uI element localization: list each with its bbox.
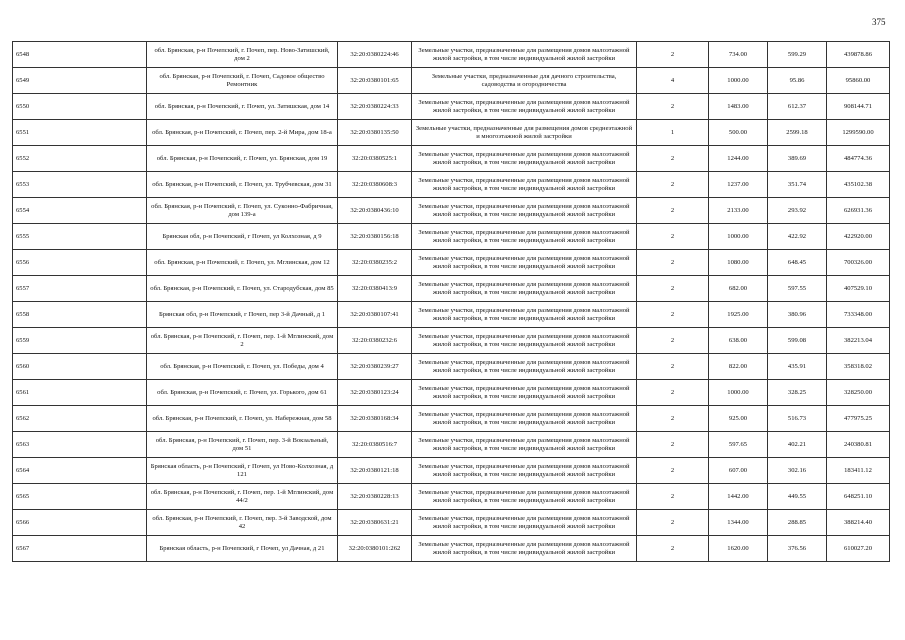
cadastral-number-cell: 32:20:0380121:18 (338, 458, 412, 484)
land-use-cell: Земельные участки, предназначенные для размещения домов малоэтажной жилой застройки, в том числе индивидуальной жилой застройки (412, 536, 637, 562)
row-number-cell: 6567 (13, 536, 147, 562)
specific-value-cell: 449.55 (768, 484, 827, 510)
cadastral-number-cell: 32:20:0380168:34 (338, 406, 412, 432)
cadastral-number-cell: 32:20:0380123:24 (338, 380, 412, 406)
cadastral-number-cell: 32:20:0380107:41 (338, 302, 412, 328)
group-code-cell: 2 (637, 484, 709, 510)
area-cell: 1000.00 (709, 224, 768, 250)
row-number-cell: 6556 (13, 250, 147, 276)
row-number-cell: 6562 (13, 406, 147, 432)
specific-value-cell: 95.86 (768, 68, 827, 94)
address-cell: обл. Брянская, р-н Почепский, г. Почеп, пер. Ново-Затишский, дом 2 (147, 42, 338, 68)
row-number-cell: 6557 (13, 276, 147, 302)
specific-value-cell: 435.91 (768, 354, 827, 380)
land-use-cell: Земельные участки, предназначенные для размещения домов среднеэтажной и многоэтажной жилой застройки (412, 120, 637, 146)
area-cell: 1000.00 (709, 380, 768, 406)
row-number-cell: 6550 (13, 94, 147, 120)
table-row (13, 250, 890, 276)
cadastral-number-cell: 32:20:0380235:2 (338, 250, 412, 276)
table-row (13, 42, 890, 68)
address-cell: обл. Брянская, р-н Почепский, г. Почеп, ул. Горького, дом 61 (147, 380, 338, 406)
specific-value-cell: 422.92 (768, 224, 827, 250)
address-cell: Брянская обл, р-н Почепский, г Почеп, ул Колхозная, д 9 (147, 224, 338, 250)
cadastral-number-cell: 32:20:0380135:50 (338, 120, 412, 146)
area-cell: 925.00 (709, 406, 768, 432)
area-cell: 1000.00 (709, 68, 768, 94)
cadastral-number-cell: 32:20:0380101:65 (338, 68, 412, 94)
address-cell: обл. Брянская, р-н Почепский, г. Почеп, ул. Брянская, дом 19 (147, 146, 338, 172)
area-cell: 597.65 (709, 432, 768, 458)
row-number-cell: 6566 (13, 510, 147, 536)
land-use-cell: Земельные участки, предназначенные для размещения домов малоэтажной жилой застройки, в том числе индивидуальной жилой застройки (412, 94, 637, 120)
specific-value-cell: 389.69 (768, 146, 827, 172)
group-code-cell: 2 (637, 406, 709, 432)
group-code-cell: 2 (637, 198, 709, 224)
cadastral-value-cell: 435102.38 (827, 172, 890, 198)
cadastral-value-cell: 183411.12 (827, 458, 890, 484)
group-code-cell: 4 (637, 68, 709, 94)
address-cell: обл. Брянская, р-н Почепский, г. Почеп, ул. Суконно-Фабричная, дом 139-а (147, 198, 338, 224)
group-code-cell: 2 (637, 354, 709, 380)
cadastral-number-cell: 32:20:0380525:1 (338, 146, 412, 172)
land-use-cell: Земельные участки, предназначенные для размещения домов малоэтажной жилой застройки, в том числе индивидуальной жилой застройки (412, 198, 637, 224)
cadastral-value-table (12, 41, 890, 562)
land-use-cell: Земельные участки, предназначенные для размещения домов малоэтажной жилой застройки, в том числе индивидуальной жилой застройки (412, 380, 637, 406)
specific-value-cell: 516.73 (768, 406, 827, 432)
cadastral-number-cell: 32:20:0380228:13 (338, 484, 412, 510)
specific-value-cell: 648.45 (768, 250, 827, 276)
cadastral-value-cell: 388214.40 (827, 510, 890, 536)
table-row (13, 172, 890, 198)
row-number-cell: 6561 (13, 380, 147, 406)
land-use-cell: Земельные участки, предназначенные для размещения домов малоэтажной жилой застройки, в том числе индивидуальной жилой застройки (412, 42, 637, 68)
group-code-cell: 2 (637, 42, 709, 68)
area-cell: 607.00 (709, 458, 768, 484)
land-use-cell: Земельные участки, предназначенные для размещения домов малоэтажной жилой застройки, в том числе индивидуальной жилой застройки (412, 302, 637, 328)
land-use-cell: Земельные участки, предназначенные для размещения домов малоэтажной жилой застройки, в том числе индивидуальной жилой застройки (412, 328, 637, 354)
address-cell: обл. Брянская, р-н Почепский, г. Почеп, ул. Мглинская, дом 12 (147, 250, 338, 276)
specific-value-cell: 612.37 (768, 94, 827, 120)
row-number-cell: 6563 (13, 432, 147, 458)
specific-value-cell: 402.21 (768, 432, 827, 458)
cadastral-number-cell: 32:20:0380224:46 (338, 42, 412, 68)
cadastral-value-cell: 610027.20 (827, 536, 890, 562)
land-use-cell: Земельные участки, предназначенные для размещения домов малоэтажной жилой застройки, в том числе индивидуальной жилой застройки (412, 510, 637, 536)
address-cell: обл. Брянская, р-н Почепский, г. Почеп, ул. Стародубская, дом 85 (147, 276, 338, 302)
cadastral-number-cell: 32:20:0380101:262 (338, 536, 412, 562)
table-row (13, 198, 890, 224)
row-number-cell: 6554 (13, 198, 147, 224)
area-cell: 500.00 (709, 120, 768, 146)
land-use-cell: Земельные участки, предназначенные для размещения домов малоэтажной жилой застройки, в том числе индивидуальной жилой застройки (412, 146, 637, 172)
group-code-cell: 2 (637, 458, 709, 484)
cadastral-value-cell: 382213.04 (827, 328, 890, 354)
table-row (13, 94, 890, 120)
group-code-cell: 2 (637, 302, 709, 328)
table-row (13, 68, 890, 94)
table-row (13, 406, 890, 432)
address-cell: обл. Брянская, р-н Почепский, г. Почеп, ул. Затишская, дом 14 (147, 94, 338, 120)
address-cell: обл. Брянская, р-н Почепский, г. Почеп, пер. 1-й Мглинский, дом 44/2 (147, 484, 338, 510)
cadastral-value-cell: 95860.00 (827, 68, 890, 94)
land-use-cell: Земельные участки, предназначенные для размещения домов малоэтажной жилой застройки, в том числе индивидуальной жилой застройки (412, 406, 637, 432)
table-row (13, 380, 890, 406)
group-code-cell: 2 (637, 250, 709, 276)
area-cell: 1483.00 (709, 94, 768, 120)
area-cell: 1925.00 (709, 302, 768, 328)
area-cell: 682.00 (709, 276, 768, 302)
area-cell: 638.00 (709, 328, 768, 354)
page-number: 375 (872, 17, 886, 27)
cadastral-value-cell: 1299590.00 (827, 120, 890, 146)
specific-value-cell: 380.96 (768, 302, 827, 328)
cadastral-value-cell: 439878.86 (827, 42, 890, 68)
area-cell: 822.00 (709, 354, 768, 380)
cadastral-number-cell: 32:20:0380516:7 (338, 432, 412, 458)
table-row (13, 120, 890, 146)
group-code-cell: 2 (637, 146, 709, 172)
land-use-cell: Земельные участки, предназначенные для размещения домов малоэтажной жилой застройки, в том числе индивидуальной жилой застройки (412, 432, 637, 458)
cadastral-number-cell: 32:20:0380436:10 (338, 198, 412, 224)
cadastral-value-cell: 648251.10 (827, 484, 890, 510)
specific-value-cell: 293.92 (768, 198, 827, 224)
land-use-cell: Земельные участки, предназначенные для дачного строительства, садоводства и огородничества (412, 68, 637, 94)
address-cell: обл. Брянская, р-н Почепский, г. Почеп, пер. 1-й Мглинский, дом 2 (147, 328, 338, 354)
area-cell: 1344.00 (709, 510, 768, 536)
address-cell: обл. Брянская, р-н Почепский, г. Почеп, пер. 3-й Заводской, дом 42 (147, 510, 338, 536)
cadastral-value-cell: 733348.00 (827, 302, 890, 328)
group-code-cell: 2 (637, 224, 709, 250)
cadastral-value-cell: 407529.10 (827, 276, 890, 302)
table-row (13, 484, 890, 510)
table-row (13, 432, 890, 458)
row-number-cell: 6559 (13, 328, 147, 354)
row-number-cell: 6564 (13, 458, 147, 484)
row-number-cell: 6551 (13, 120, 147, 146)
specific-value-cell: 597.55 (768, 276, 827, 302)
cadastral-value-cell: 240380.81 (827, 432, 890, 458)
specific-value-cell: 328.25 (768, 380, 827, 406)
group-code-cell: 2 (637, 510, 709, 536)
cadastral-number-cell: 32:20:0380631:21 (338, 510, 412, 536)
group-code-cell: 2 (637, 172, 709, 198)
land-use-cell: Земельные участки, предназначенные для размещения домов малоэтажной жилой застройки, в том числе индивидуальной жилой застройки (412, 224, 637, 250)
address-cell: Брянская область, р-н Почепский, г Почеп, ул Ново-Колхозная, д 121 (147, 458, 338, 484)
land-use-cell: Земельные участки, предназначенные для размещения домов малоэтажной жилой застройки, в том числе индивидуальной жилой застройки (412, 276, 637, 302)
address-cell: обл. Брянская, р-н Почепский, г. Почеп, Садовое общество Ремонтник (147, 68, 338, 94)
table-row (13, 276, 890, 302)
row-number-cell: 6549 (13, 68, 147, 94)
table-row (13, 354, 890, 380)
address-cell: обл. Брянская, р-н Почепский, г. Почеп, ул. Набережная, дом 58 (147, 406, 338, 432)
specific-value-cell: 302.16 (768, 458, 827, 484)
specific-value-cell: 351.74 (768, 172, 827, 198)
specific-value-cell: 2599.18 (768, 120, 827, 146)
cadastral-value-cell: 700326.00 (827, 250, 890, 276)
cadastral-value-cell: 908144.71 (827, 94, 890, 120)
cadastral-number-cell: 32:20:0380232:6 (338, 328, 412, 354)
group-code-cell: 2 (637, 276, 709, 302)
row-number-cell: 6548 (13, 42, 147, 68)
group-code-cell: 2 (637, 536, 709, 562)
row-number-cell: 6555 (13, 224, 147, 250)
table-row (13, 458, 890, 484)
table-row (13, 510, 890, 536)
specific-value-cell: 599.29 (768, 42, 827, 68)
group-code-cell: 2 (637, 328, 709, 354)
row-number-cell: 6565 (13, 484, 147, 510)
specific-value-cell: 599.08 (768, 328, 827, 354)
area-cell: 1237.00 (709, 172, 768, 198)
specific-value-cell: 288.85 (768, 510, 827, 536)
area-cell: 2133.00 (709, 198, 768, 224)
cadastral-value-cell: 626931.36 (827, 198, 890, 224)
cadastral-value-cell: 422920.00 (827, 224, 890, 250)
group-code-cell: 2 (637, 94, 709, 120)
cadastral-number-cell: 32:20:0380156:18 (338, 224, 412, 250)
area-cell: 1080.00 (709, 250, 768, 276)
area-cell: 1620.00 (709, 536, 768, 562)
group-code-cell: 2 (637, 380, 709, 406)
table-row (13, 302, 890, 328)
address-cell: обл. Брянская, р-н Почепский, г. Почеп, ул. Победы, дом 4 (147, 354, 338, 380)
address-cell: Брянская обл, р-н Почепский, г Почеп, пер 3-й Дачный, д 1 (147, 302, 338, 328)
land-use-cell: Земельные участки, предназначенные для размещения домов малоэтажной жилой застройки, в том числе индивидуальной жилой застройки (412, 250, 637, 276)
area-cell: 734.00 (709, 42, 768, 68)
cadastral-value-cell: 358318.02 (827, 354, 890, 380)
address-cell: Брянская область, р-н Почепский, г Почеп, ул Дачная, д 21 (147, 536, 338, 562)
table-row (13, 146, 890, 172)
address-cell: обл. Брянская, р-н Почепский, г. Почеп, пер. 3-й Вокзальный, дом 51 (147, 432, 338, 458)
cadastral-number-cell: 32:20:0380224:33 (338, 94, 412, 120)
cadastral-value-cell: 328250.00 (827, 380, 890, 406)
cadastral-value-cell: 477975.25 (827, 406, 890, 432)
address-cell: обл. Брянская, р-н Почепский, г. Почеп, ул. Трубчевская, дом 31 (147, 172, 338, 198)
table-row (13, 328, 890, 354)
table-row (13, 536, 890, 562)
cadastral-number-cell: 32:20:0380413:9 (338, 276, 412, 302)
land-use-cell: Земельные участки, предназначенные для размещения домов малоэтажной жилой застройки, в том числе индивидуальной жилой застройки (412, 172, 637, 198)
row-number-cell: 6552 (13, 146, 147, 172)
cadastral-value-cell: 484774.36 (827, 146, 890, 172)
area-cell: 1244.00 (709, 146, 768, 172)
row-number-cell: 6553 (13, 172, 147, 198)
table-row (13, 224, 890, 250)
land-use-cell: Земельные участки, предназначенные для размещения домов малоэтажной жилой застройки, в том числе индивидуальной жилой застройки (412, 484, 637, 510)
cadastral-number-cell: 32:20:0380239:27 (338, 354, 412, 380)
land-use-cell: Земельные участки, предназначенные для размещения домов малоэтажной жилой застройки, в том числе индивидуальной жилой застройки (412, 354, 637, 380)
address-cell: обл. Брянская, р-н Почепский, г. Почеп, пер. 2-й Мира, дом 18-а (147, 120, 338, 146)
row-number-cell: 6560 (13, 354, 147, 380)
group-code-cell: 2 (637, 432, 709, 458)
specific-value-cell: 376.56 (768, 536, 827, 562)
table-body (13, 42, 890, 562)
row-number-cell: 6558 (13, 302, 147, 328)
land-use-cell: Земельные участки, предназначенные для размещения домов малоэтажной жилой застройки, в том числе индивидуальной жилой застройки (412, 458, 637, 484)
group-code-cell: 1 (637, 120, 709, 146)
cadastral-number-cell: 32:20:0380608:3 (338, 172, 412, 198)
area-cell: 1442.00 (709, 484, 768, 510)
